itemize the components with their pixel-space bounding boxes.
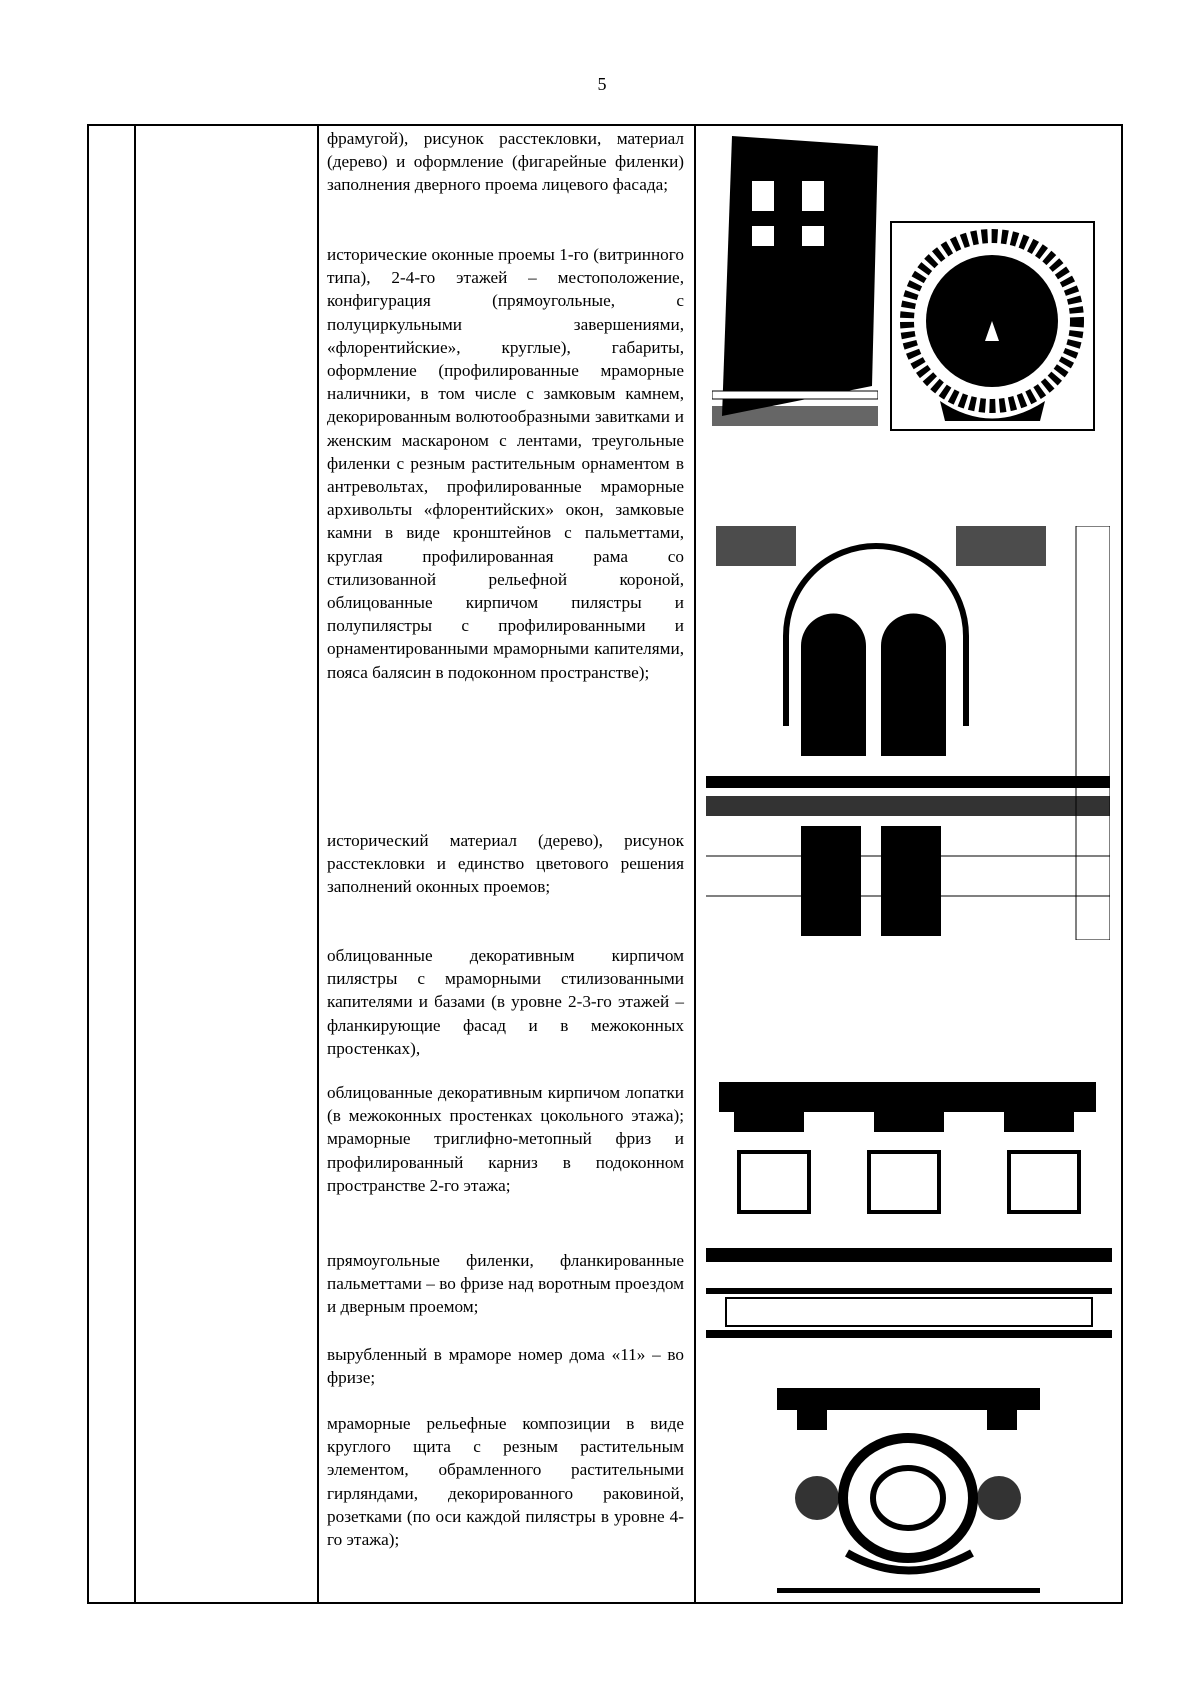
paragraph-panels: прямоугольные филенки, фланкированные пальметтами – во фризе над воротным проездом и дверным проемом; [327, 1251, 684, 1317]
paragraph-house-number: вырубленный в мраморе номер дома «11» – во фризе; [327, 1345, 684, 1388]
photo-door [712, 136, 878, 426]
table-bottom-border [87, 1602, 1123, 1604]
column-divider-2 [317, 125, 319, 1603]
photo-round-window [890, 221, 1095, 431]
photo-facade [706, 526, 1110, 940]
page-number: 5 [597, 74, 607, 94]
paragraph-pilasters: облицованные декоративным кирпичом пилястры с мраморными стилизованными капителями и базами (в уровне 2-3-го этажей – фланкирующие фасад и в межоконных простенках), [327, 946, 684, 1058]
photo-frieze [706, 1248, 1112, 1341]
column-divider-3 [694, 125, 696, 1603]
photo-ground-floor-windows [719, 1082, 1096, 1216]
photo-relief [777, 1388, 1040, 1594]
table-border-left [87, 125, 89, 1603]
paragraph-door-filling: фрамугой), рисунок расстекловки, материал (дерево) и оформление (фигарейные филенки) заполнения дверного проема лицевого фасада; [327, 129, 684, 195]
column-divider-1 [134, 125, 136, 1603]
paragraph-lopatki-frieze: облицованные декоративным кирпичом лопатки (в межоконных простенках цокольного этажа); мраморные триглифно-метопный фриз и профилированный карниз в подоконном пространстве 2-го этажа; [327, 1083, 684, 1195]
table-border-right [1121, 125, 1123, 1603]
table-top-border [87, 124, 1123, 126]
paragraph-window-material: исторический материал (дерево), рисунок расстекловки и единство цветового решения заполнений оконных проемов; [327, 831, 684, 897]
paragraph-reliefs: мраморные рельефные композиции в виде круглого щита с резным растительным элементом, обрамленного растительными гирляндами, декорированного раковиной, розетками (по оси каждой пилястры в уровне 4-го этажа); [327, 1414, 684, 1550]
paragraph-window-openings: исторические оконные проемы 1-го (витринного типа), 2-4-го этажей – местоположение, конфигурация (прямоугольные, с полуциркульными завершениями, «флорентийские», круглые), габариты, оформление (профилированные мраморные наличники, в том числе с замковым камнем, декорированным волютообразными завитками и женским маскароном с лентами, треугольные филенки с резным растительным орнаментом в антревольтах, профилированные мраморные архивольты «флорентийских» окон, замковые камни в виде кронштейнов с пальметтами, круглая профилированная рама со стилизованной рельефной короной, облицованные кирпичом пилястры и полупилястры с профилированными и орнаментированными мраморными капителями, пояса балясин в подоконном пространстве); [327, 245, 684, 682]
